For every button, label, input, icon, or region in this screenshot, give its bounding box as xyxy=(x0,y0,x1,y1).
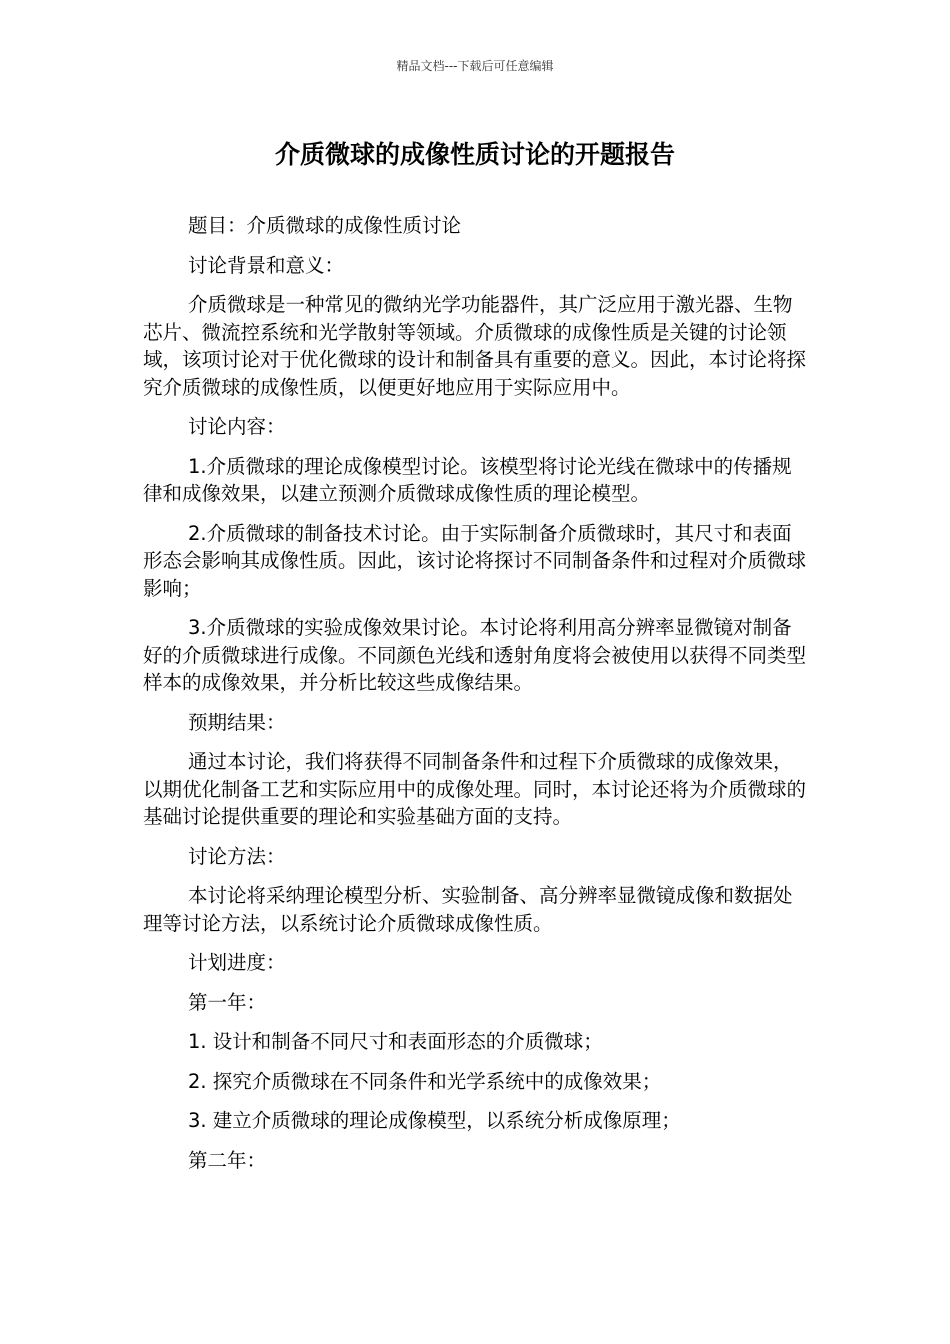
expected-results-paragraph: 通过本讨论，我们将获得不同制备条件和过程下介质微球的成像效果，以期优化制备工艺和实际应用中的成像处理。同时，本讨论还将为介质微球的基础讨论提供重要的理论和实验基础方面的支持。 xyxy=(143,750,807,828)
section-heading-background: 讨论背景和意义： xyxy=(188,253,345,277)
schedule-item-1: 1. 设计和制备不同尺寸和表面形态的介质微球； xyxy=(188,1030,603,1053)
content-item-1: 1.介质微球的理论成像模型讨论。该模型将讨论光线在微球中的传播规律和成像效果，以建立预测介质微球成像性质的理论模型。 xyxy=(143,454,792,505)
methods-paragraph: 本讨论将采纳理论模型分析、实验制备、高分辨率显微镜成像和数据处理等讨论方法，以系统讨论介质微球成像性质。 xyxy=(143,884,793,935)
content-item-2: 2.介质微球的制备技术讨论。由于实际制备介质微球时，其尺寸和表面形态会影响其成像性质。因此，该讨论将探讨不同制备条件和过程对介质微球影响； xyxy=(143,521,807,600)
background-paragraph: 介质微球是一种常见的微纳光学功能器件，其广泛应用于激光器、生物芯片、微流控系统和光学散射等领域。介质微球的成像性质是关键的讨论领域，该项讨论对于优化微球的设计和制备具有重要的意义。因此，本讨论将探究介质微球的成像性质，以便更好地应用于实际应用中。 xyxy=(143,293,807,399)
schedule-year-1: 第一年： xyxy=(188,990,267,1014)
document-body xyxy=(143,212,807,1186)
section-heading-methods: 讨论方法： xyxy=(188,844,286,868)
page-header: 精品文档---下载后可任意编辑 xyxy=(396,59,554,73)
section-heading-schedule: 计划进度： xyxy=(188,951,286,974)
schedule-item-2: 2. 探究介质微球在不同条件和光学系统中的成像效果； xyxy=(188,1069,662,1093)
schedule-year-2: 第二年： xyxy=(188,1148,267,1172)
section-heading-expected-results: 预期结果： xyxy=(188,710,286,734)
topic-line: 题目：介质微球的成像性质讨论 xyxy=(188,214,462,237)
schedule-item-3: 3. 建立介质微球的理论成像模型，以系统分析成像原理； xyxy=(188,1109,681,1132)
content-item-3: 3.介质微球的实验成像效果讨论。本讨论将利用高分辨率显微镜对制备好的介质微球进行成像。不同颜色光线和透射角度将会被使用以获得不同类型样本的成像效果，并分析比较这些成像结果。 xyxy=(143,616,807,694)
section-heading-content: 讨论内容： xyxy=(188,415,286,438)
document-title: 介质微球的成像性质讨论的开题报告 xyxy=(274,140,675,169)
